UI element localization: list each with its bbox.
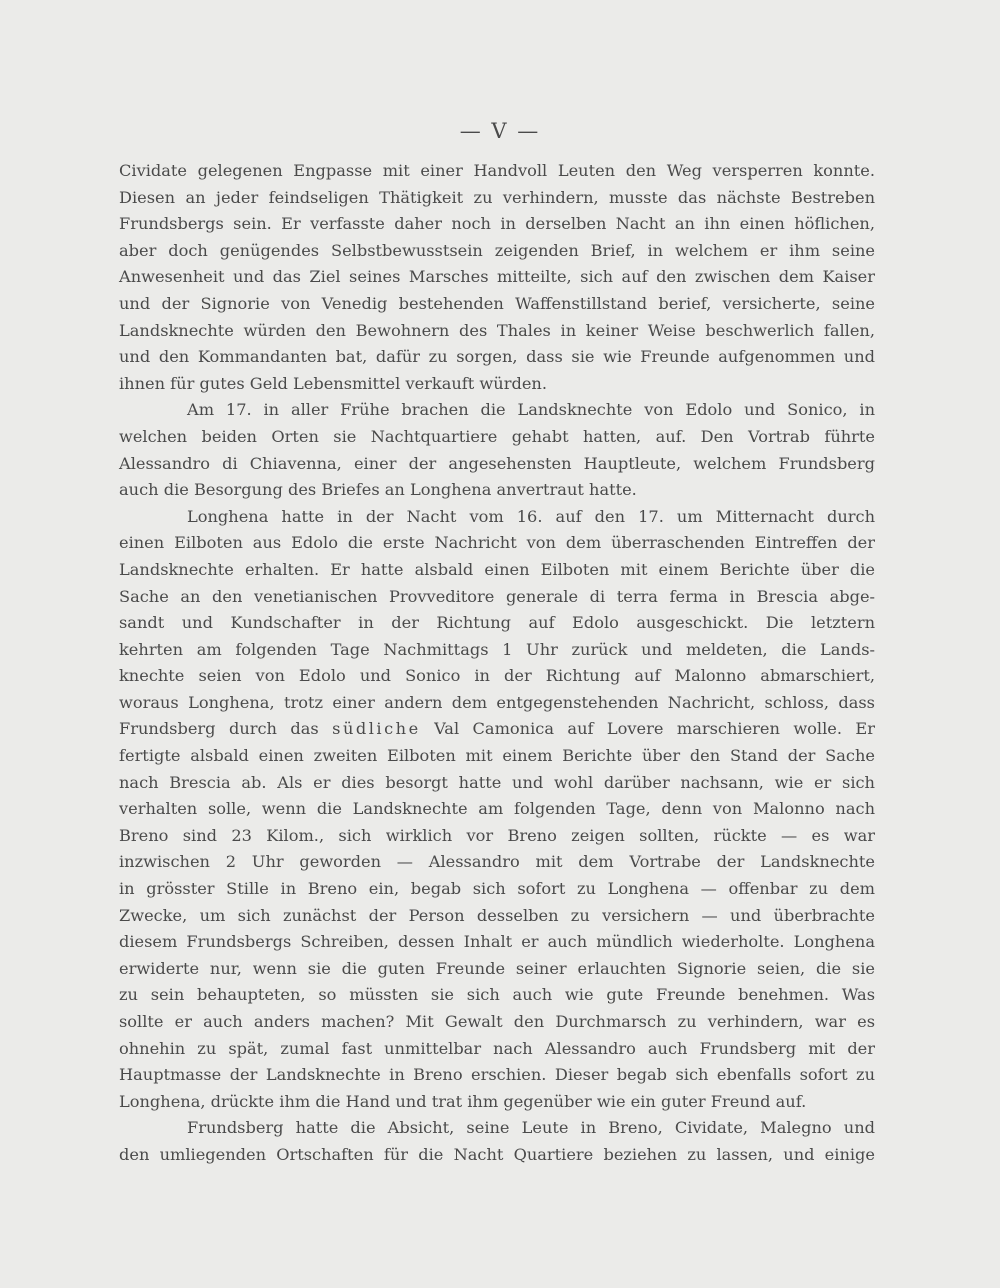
text-line: auch die Besorgung des Briefes an Longhena anvertraut hatte. <box>119 480 637 500</box>
text-line: verhalten solle, wenn die Landsknechte am folgenden Tage, denn von Malonno nach <box>119 799 875 819</box>
text-line: ihnen für gutes Geld Lebensmittel verkauft würden. <box>119 373 547 393</box>
text-line: Am 17. in aller Frühe brachen die Landsknechte von Edolo und Sonico, in <box>187 400 875 420</box>
body-text <box>119 158 875 1169</box>
text-line: den umliegenden Ortschaften für die Nacht Quartiere beziehen zu lassen, und einige <box>119 1144 875 1164</box>
text-line: Frundsbergs sein. Er verfasste daher noch in derselben Nacht an ihn einen höflichen, <box>119 214 875 234</box>
text-line: Landsknechte erhalten. Er hatte alsbald einen Eilboten mit einem Berichte über die <box>119 559 875 579</box>
text-line: nach Brescia ab. Als er dies besorgt hatte und wohl darüber nachsann, wie er sich <box>119 772 875 792</box>
text-line: sollte er auch anders machen? Mit Gewalt den Durchmarsch zu verhindern, war es <box>119 1012 875 1031</box>
text-line: und der Signorie von Venedig bestehenden Waffenstillstand berief, versicherte, seine <box>119 293 875 313</box>
paragraph <box>119 504 875 1116</box>
text-line: zu sein behaupteten, so müssten sie sich auch wie gute Freunde benehmen. Was <box>119 985 875 1005</box>
text-line: kehrten am folgenden Tage Nachmittags 1 Uhr zurück und meldeten, die Lands- <box>119 639 875 659</box>
emphasized-word: südliche <box>332 719 421 739</box>
text-line: in grösster Stille in Breno ein, begab sich sofort zu Longhena — offenbar zu dem <box>119 879 875 899</box>
text-line: aber doch genügendes Selbstbewusstsein zeigenden Brief, in welchem er ihm seine <box>119 240 875 260</box>
text-line: Longhena hatte in der Nacht vom 16. auf den 17. um Mitternacht durch <box>187 506 875 526</box>
text-line: Anwesenheit und das Ziel seines Marsches mitteilte, sich auf den zwischen dem Kaiser <box>119 267 875 287</box>
text-line: Cividate gelegenen Engpasse mit einer Handvoll Leuten den Weg versperren konnte. <box>119 161 875 180</box>
text-line: diesem Frundsbergs Schreiben, dessen Inhalt er auch mündlich wiederholte. Longhena <box>119 932 875 952</box>
text-line: welchen beiden Orten sie Nachtquartiere gehabt hatten, auf. Den Vortrab führte <box>119 426 875 446</box>
text-line: Diesen an jeder feindseligen Thätigkeit zu verhindern, musste das nächste Bestreben <box>119 187 875 207</box>
text-line: Sache an den venetianischen Provveditore generale di terra ferma in Brescia abge- <box>119 586 875 606</box>
text-line: Hauptmasse der Landsknechte in Breno erschien. Dieser begab sich ebenfalls sofort zu <box>119 1065 875 1085</box>
text-line: erwiderte nur, wenn sie die guten Freunde seiner erlauchten Signorie seien, die sie <box>119 958 875 978</box>
paragraph <box>119 158 875 397</box>
text-line: Frundsberg hatte die Absicht, seine Leute in Breno, Cividate, Malegno und <box>187 1118 875 1138</box>
text-line: fertigte alsbald einen zweiten Eilboten mit einem Berichte über den Stand der Sache <box>119 746 875 766</box>
text-line: Zwecke, um sich zunächst der Person desselben zu versichern — und überbrachte <box>119 905 875 925</box>
text-line: Longhena, drückte ihm die Hand und trat ihm gegenüber wie ein guter Freund auf. <box>119 1091 807 1111</box>
paragraph <box>119 1115 875 1168</box>
text-line: sandt und Kundschafter in der Richtung auf Edolo ausgeschickt. Die letztern <box>119 613 875 633</box>
text-line: Alessandro di Chiavenna, einer der angesehensten Hauptleute, welchem Frundsberg <box>119 453 875 473</box>
text-line: inzwischen 2 Uhr geworden — Alessandro mit dem Vortrabe der Landsknechte <box>119 852 875 872</box>
text-line: einen Eilboten aus Edolo die erste Nachricht von dem überraschenden Eintreffen der <box>119 533 875 553</box>
text-line: woraus Longhena, trotz einer andern dem entgegenstehenden Nachricht, schloss, dass <box>119 692 875 712</box>
text-line: Frundsberg durch das südliche Val Camonica auf Lovere marschieren wolle. Er <box>119 719 875 739</box>
text-line: Landsknechte würden den Bewohnern des Thales in keiner Weise beschwerlich fallen, <box>119 320 875 340</box>
text-line: knechte seien von Edolo und Sonico in der Richtung auf Malonno abmarschiert, <box>119 666 875 686</box>
text-line: ohnehin zu spät, zumal fast unmittelbar nach Alessandro auch Frundsberg mit der <box>119 1038 875 1058</box>
page-number-header: — V — <box>459 119 541 143</box>
paragraph <box>119 397 875 503</box>
text-line: Breno sind 23 Kilom., sich wirklich vor Breno zeigen sollten, rückte — es war <box>119 825 875 845</box>
text-line: und den Kommandanten bat, dafür zu sorgen, dass sie wie Freunde aufgenommen und <box>119 347 875 367</box>
